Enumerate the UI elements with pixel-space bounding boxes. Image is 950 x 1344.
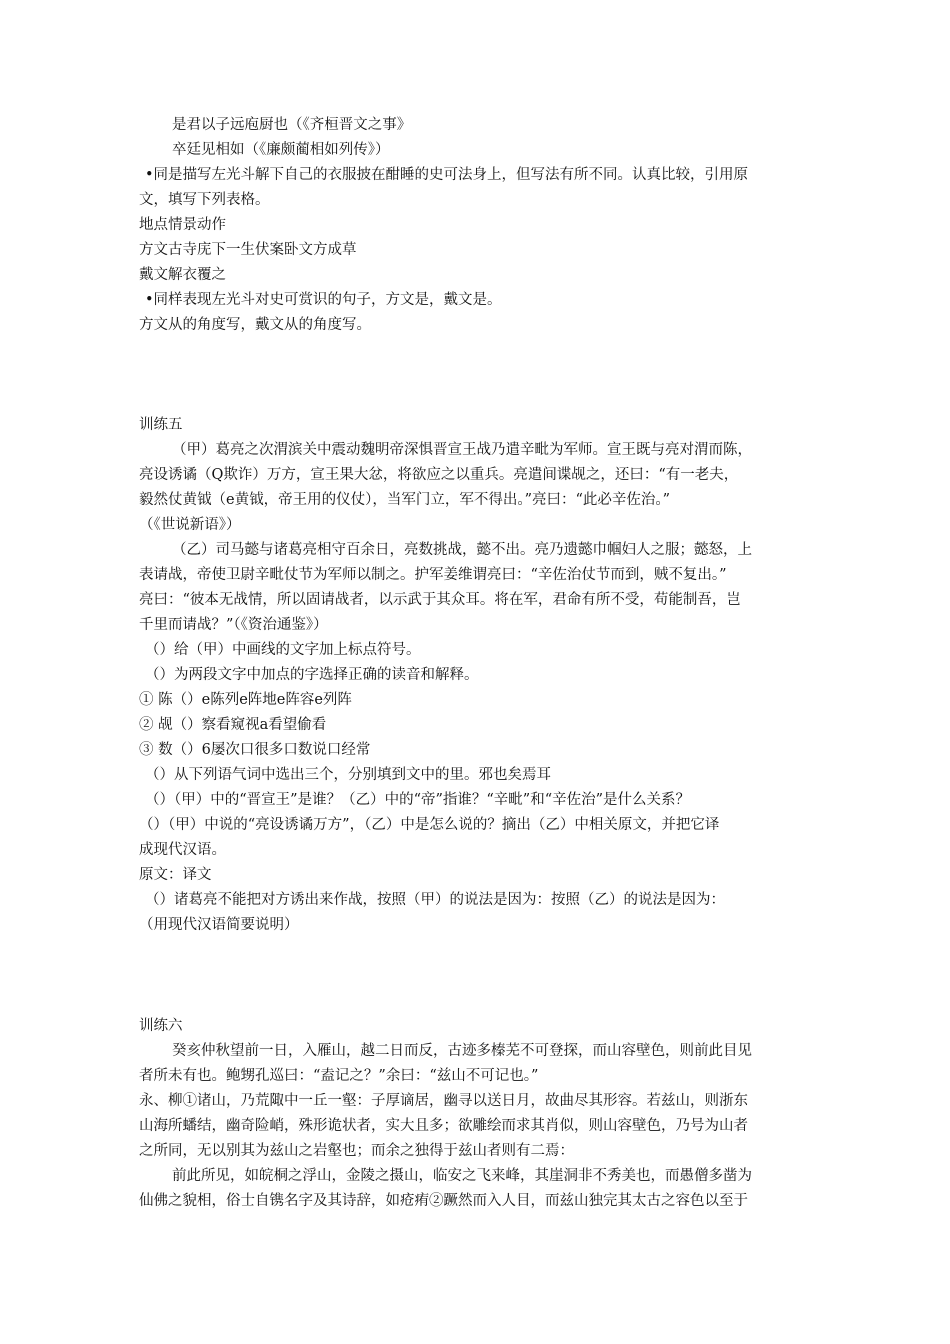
text-line: 是君以子远庖厨也（《齐桓晋文之事》 — [172, 117, 412, 133]
table-row: 戴文解衣覆之 — [139, 267, 226, 283]
option-line: ① 陈（）e陈列e阵地e阵容e列阵 — [139, 692, 352, 708]
text-line: 文，填写下列表格。 — [139, 192, 270, 208]
table-header: 地点情景动作 — [139, 217, 226, 233]
question: （）为两段文字中加点的字选择正确的读音和解释。 — [145, 667, 479, 683]
option-line: ③ 数（）6屡次口很多口数说口经常 — [139, 742, 371, 758]
question: （）（甲）中说的“亮设诱谲万方”，（乙）中是怎么说的？摘出（乙）中相关原文，并把它译 — [139, 817, 720, 833]
passage-jia: （甲）葛亮之次渭滨关中震动魏明帝深惧晋宣王战乃遣辛毗为军师。宣王既与亮对渭而陈， — [172, 442, 752, 458]
text-line: 卒廷见相如（《廉颇蔺相如列传》） — [172, 142, 390, 158]
passage-yi: （乙）司马懿与诸葛亮相守百余日，亮数挑战，懿不出。亮乃遗懿巾帼妇人之服；懿怒，上 — [172, 542, 752, 558]
question-bullet: •同是描写左光斗解下自己的衣服披在酣睡的史可法身上，但写法有所不同。认真比较，引用原 — [145, 167, 749, 183]
question: 成现代汉语。 — [139, 842, 226, 858]
text-line: （用现代汉语简要说明） — [139, 917, 299, 933]
question: （）诸葛亮不能把对方诱出来作战，按照（甲）的说法是因为：按照（乙）的说法是因为： — [145, 892, 725, 908]
passage-jia: 毅然仗黄钺（e黄钺，帝王用的仪仗），当军门立，军不得出。”亮曰：“此必辛佐治。” — [139, 492, 671, 508]
passage-jia-source: （《世说新语》） — [139, 517, 241, 533]
passage-paragraph: 之所同，无以别其为兹山之岩壑也；而余之独得于兹山者则有二焉： — [139, 1143, 574, 1159]
question: （）给（甲）中画线的文字加上标点符号。 — [145, 642, 421, 658]
question-bullet: •同样表现左光斗对史可赏识的句子，方文是，戴文是。 — [145, 292, 502, 308]
section-title: 训练五 — [139, 417, 183, 433]
section-title: 训练六 — [139, 1018, 183, 1034]
passage-yi: 表请战，帝使卫尉辛毗仗节为军师以制之。护军姜维谓亮曰：“辛佐治仗节而到，贼不复出。” — [139, 567, 727, 583]
passage-yi: 亮曰：“彼本无战情，所以固请战者，以示武于其众耳。将在军，君命有所不受，苟能制吾，岂 — [139, 592, 741, 608]
passage-jia: 亮设诱谲（Q欺诈）万方，宣王果大忿，将欲应之以重兵。亮遣间谍觇之，还曰：“有一老夫， — [139, 467, 739, 483]
option-line: ② 觇（）察看窥视a看望偷看 — [139, 717, 327, 733]
text-line: 原文：译文 — [139, 867, 212, 883]
passage-paragraph: 前此所见，如皖桐之浮山，金陵之摄山，临安之飞来峰，其崖洞非不秀美也，而愚僧多凿为 — [172, 1168, 752, 1184]
passage-paragraph: 仙佛之貌相，俗士自镌名字及其诗辞，如疮痏②蹶然而入人目，而兹山独完其太古之容色以至于 — [139, 1193, 748, 1209]
question: （）（甲）中的“晋宣王”是谁？（乙）中的“帝”指谁？“辛毗”和“辛佐治”是什么关系？ — [145, 792, 691, 808]
passage-paragraph: 山海所蟠结，幽奇险峭，殊形诡状者，实大且多；欲雕绘而求其肖似，则山容壁色，乃号为山者 — [139, 1118, 748, 1134]
passage-paragraph: 永、柳①诸山，乃荒陬中一丘一壑：子厚谪居，幽寻以送日月，故曲尽其形容。若兹山，则浙东 — [139, 1093, 748, 1109]
question: （）从下列语气词中选出三个，分别填到文中的里。邪也矣焉耳 — [145, 767, 551, 783]
table-row: 方文古寺庑下一生伏案卧文方成草 — [139, 242, 357, 258]
passage-paragraph: 癸亥仲秋望前一日，入雁山，越二日而反，古迹多榛芜不可登探，而山容壁色，则前此目见 — [172, 1043, 752, 1059]
text-line: 方文从的角度写，戴文从的角度写。 — [139, 317, 371, 333]
passage-paragraph: 者所未有也。鲍甥孔巡曰：“盍记之？”余曰：“兹山不可记也。” — [139, 1068, 539, 1084]
passage-yi: 千里而请战？”（《资治通鉴》） — [139, 617, 328, 633]
